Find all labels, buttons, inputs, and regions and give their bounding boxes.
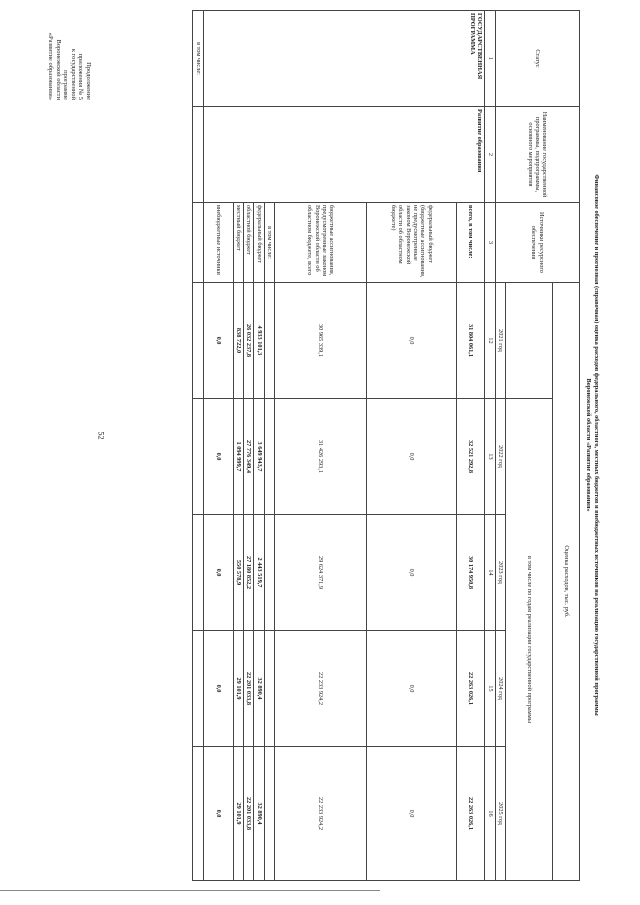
value-cell: 838 722,0 (233, 283, 243, 399)
header-estimate: Оценка расходов, тыс. руб. (553, 283, 580, 881)
value-cell: 22 233 924,2 (275, 747, 367, 881)
col-number: 13 (485, 399, 495, 515)
value-cell: 4 933 101,3 (254, 283, 264, 399)
bottom-rule (0, 890, 380, 891)
row-label: местный бюджет (233, 203, 243, 283)
row-label: в том числе: (264, 203, 274, 283)
value-cell: 0,0 (367, 747, 457, 881)
program-status: ГОСУДАРСТВЕННАЯ ПРОГРАММА (203, 11, 485, 107)
value-cell: 22 263 026,1 (457, 747, 485, 881)
row-label: всего, в том числе: (457, 203, 485, 283)
col-number: 12 (485, 283, 495, 399)
value-cell (264, 283, 274, 399)
value-cell: 3 649 943,7 (254, 399, 264, 515)
value-cell: 30 965 339,1 (275, 283, 367, 399)
value-cell: 0,0 (203, 515, 233, 631)
appendix-note-line: Воронежской области (54, 39, 62, 100)
value-cell: 29 624 371,9 (275, 515, 367, 631)
value-cell: 0,0 (203, 747, 233, 881)
value-cell (264, 399, 274, 515)
value-cell: 31 426 293,1 (275, 399, 367, 515)
document-title: Финансовое обеспечение и прогнозная (справочная) оценка расходов федерального, областного, местных бюджетов и внебюджетных источников на реализацию государственной программы (593, 174, 600, 716)
finance-table (192, 10, 580, 881)
header-year-2021: 2021 год (495, 283, 505, 399)
document-title-line2: Воронежской области «Развитие образования» (585, 378, 592, 512)
value-cell: 0,0 (203, 399, 233, 515)
row-label: областной бюджет (243, 203, 253, 283)
value-cell: 22 233 924,2 (275, 631, 367, 747)
value-cell: 31 804 061,1 (457, 283, 485, 399)
value-cell: 32 890,4 (254, 631, 264, 747)
value-cell: 0,0 (367, 399, 457, 515)
value-cell: 30 174 950,8 (457, 515, 485, 631)
value-cell: 29 101,9 (233, 747, 243, 881)
header-year-2024: 2024 год (495, 631, 505, 747)
value-cell: 1 094 999,7 (233, 399, 243, 515)
col-number: 1 (485, 11, 495, 107)
value-cell: 0,0 (203, 283, 233, 399)
value-cell: 22 201 033,8 (243, 631, 253, 747)
value-cell: 0,0 (367, 631, 457, 747)
appendix-note-line: Продолжение (85, 62, 92, 100)
header-source: Источники ресурсного обеспечения (495, 203, 579, 283)
value-cell: 22 201 033,8 (243, 747, 253, 881)
row-label: бюджетные ассигнования, предусмотренные законом Воронежской области об областном бюджете, всего (275, 203, 367, 283)
footer-status: в том числе: (193, 11, 203, 107)
value-cell (264, 515, 274, 631)
value-cell (264, 747, 274, 881)
appendix-note (46, 20, 92, 100)
value-cell: 0,0 (367, 283, 457, 399)
value-cell (264, 631, 274, 747)
rotated-content (190, 10, 600, 880)
header-status: Статус (495, 11, 579, 107)
col-number: 15 (485, 631, 495, 747)
row-label: внебюджетные источники (203, 203, 233, 283)
value-cell: 26 032 237,8 (243, 283, 253, 399)
value-cell: 27 776 349,4 (243, 399, 253, 515)
value-cell: 27 180 852,2 (243, 515, 253, 631)
header-including-by-years: в том числе по годам реализации государственной программы (506, 399, 553, 881)
col-number: 2 (485, 107, 495, 203)
appendix-note-line: приложения № 5 (77, 53, 85, 100)
header-year-2022: 2022 год (495, 399, 505, 515)
header-year-2023: 2023 год (495, 515, 505, 631)
row-label: федеральный бюджет (254, 203, 264, 283)
value-cell: 0,0 (367, 515, 457, 631)
value-cell: 2 443 519,7 (254, 515, 264, 631)
value-cell: 22 263 026,1 (457, 631, 485, 747)
col-number: 14 (485, 515, 495, 631)
col-number: 16 (485, 747, 495, 881)
appendix-note-line: «Развитие образования» (47, 32, 55, 100)
value-cell: 29 101,9 (233, 631, 243, 747)
row-label: федеральный бюджет (бюджетные ассигнования, не предусмотренные законом Воронежской области об областном бюджете) (367, 203, 457, 283)
value-cell: 550 578,9 (233, 515, 243, 631)
value-cell: 0,0 (203, 631, 233, 747)
appendix-note-line: к государственной программе (62, 48, 77, 100)
program-name: Развитие образования (203, 107, 485, 203)
header-name: Наименование государственной программы, подпрограммы, основного мероприятия (495, 107, 579, 203)
value-cell: 32 890,4 (254, 747, 264, 881)
page-number: 52 (96, 431, 106, 440)
col-number: 3 (485, 203, 495, 283)
value-cell: 32 521 292,8 (457, 399, 485, 515)
header-year-2025: 2025 год (495, 747, 505, 881)
